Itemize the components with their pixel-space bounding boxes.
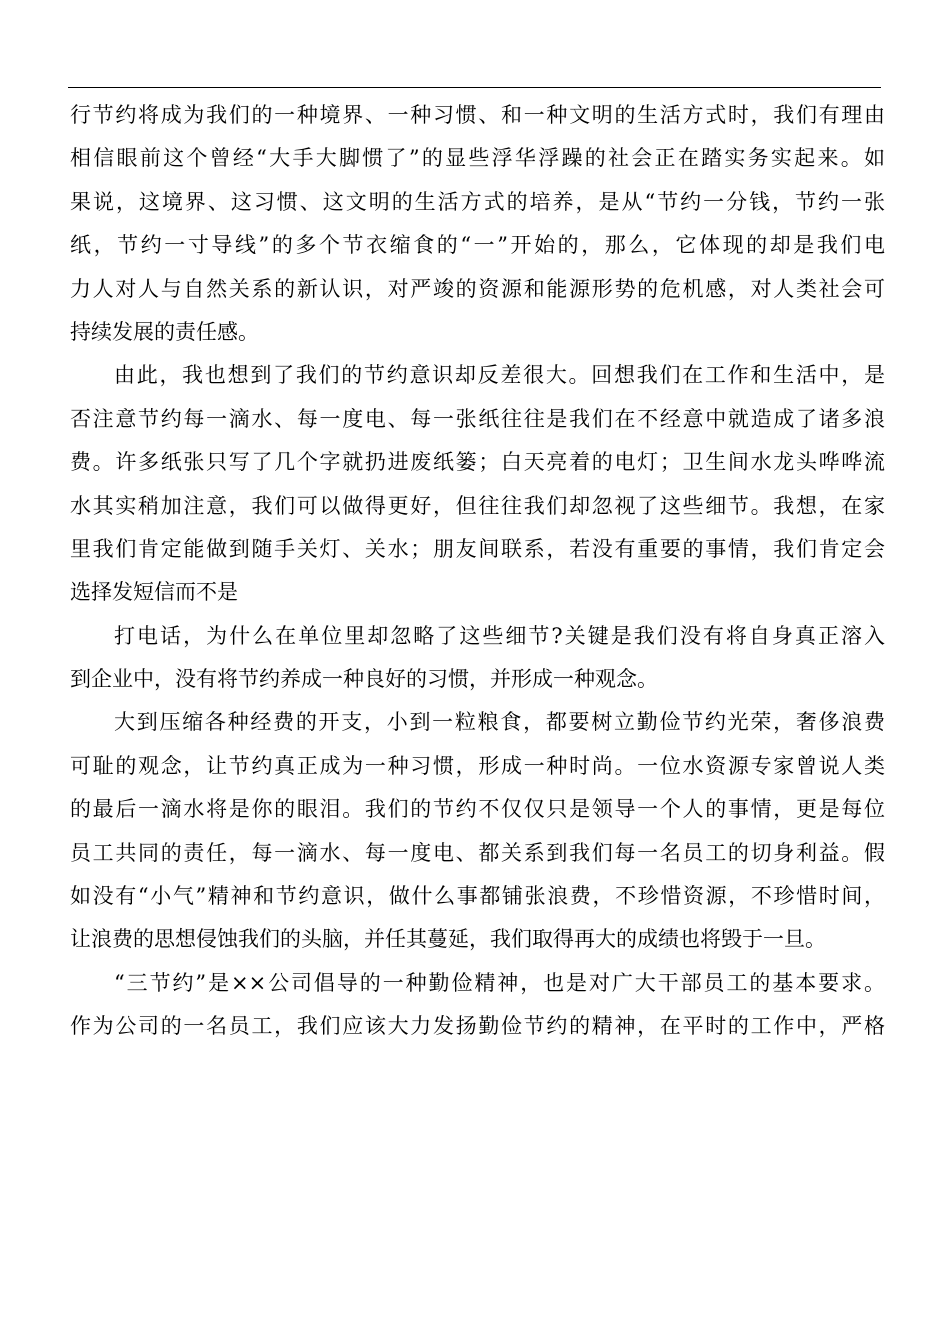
text-line: 打电话，为什么在单位里却忽略了这些细节?关键是我们没有将自身真正溶入 <box>114 623 885 648</box>
text-line: 费。许多纸张只写了几个字就扔进废纸篓；白天亮着的电灯；卫生间水龙头哗哗流 <box>70 450 885 475</box>
text-line: 让浪费的思想侵蚀我们的头脑，并任其蔓延，我们取得再大的成绩也将毁于一旦。 <box>70 927 826 952</box>
paragraph-1 <box>70 94 885 354</box>
text-line: 大到压缩各种经费的开支，小到一粒粮食，都要树立勤俭节约光荣，奢侈浪费 <box>114 710 885 735</box>
text-line: 到企业中，没有将节约养成一种良好的习惯，并形成一种观念。 <box>70 667 658 692</box>
text-line: 水其实稍加注意，我们可以做得更好，但往往我们却忽视了这些细节。我想，在家 <box>70 493 885 518</box>
text-line: 如没有“小气”精神和节约意识，做什么事都铺张浪费，不珍惜资源，不珍惜时间， <box>70 884 885 909</box>
text-line: 果说，这境界、这习惯、这文明的生活方式的培养，是从“节约一分钱，节约一张 <box>70 189 885 214</box>
paragraph-4 <box>70 701 885 961</box>
paragraph-5 <box>70 962 885 1049</box>
text-line: 行节约将成为我们的一种境界、一种习惯、和一种文明的生活方式时，我们有理由 <box>70 103 885 127</box>
text-line: 作为公司的一名员工，我们应该大力发扬勤俭节约的精神，在平时的工作中，严格 <box>70 1014 885 1039</box>
text-line: 可耻的观念，让节约真正成为一种习惯，形成一种时尚。一位水资源专家曾说人类 <box>70 753 885 778</box>
text-line: 相信眼前这个曾经“大手大脚惯了”的显些浮华浮躁的社会正在踏实务实起来。如 <box>70 146 885 171</box>
text-line: 纸，节约一寸导线”的多个节衣缩食的“一”开始的，那么，它体现的却是我们电 <box>70 233 885 258</box>
text-line: 员工共同的责任，每一滴水、每一度电、都关系到我们每一名员工的切身利益。假 <box>70 840 885 865</box>
text-line: 持续发展的责任感。 <box>70 319 259 344</box>
text-line: “三节约”是××公司倡导的一种勤俭精神，也是对广大干部员工的基本要求。 <box>114 970 885 995</box>
paragraph-2 <box>70 354 885 614</box>
text-line: 选择发短信而不是 <box>70 580 238 605</box>
paragraph-3 <box>70 615 885 702</box>
text-line: 里我们肯定能做到随手关灯、关水；朋友间联系，若没有重要的事情，我们肯定会 <box>70 536 885 561</box>
text-line: 的最后一滴水将是你的眼泪。我们的节约不仅仅只是领导一个人的事情，更是每位 <box>70 797 885 822</box>
header-rule <box>68 87 881 88</box>
text-line: 由此，我也想到了我们的节约意识却反差很大。回想我们在工作和生活中，是 <box>114 363 885 388</box>
document-body <box>70 94 885 1049</box>
text-line: 否注意节约每一滴水、每一度电、每一张纸往往是我们在不经意中就造成了诸多浪 <box>70 406 885 431</box>
text-line: 力人对人与自然关系的新认识，对严竣的资源和能源形势的危机感，对人类社会可 <box>70 276 885 301</box>
